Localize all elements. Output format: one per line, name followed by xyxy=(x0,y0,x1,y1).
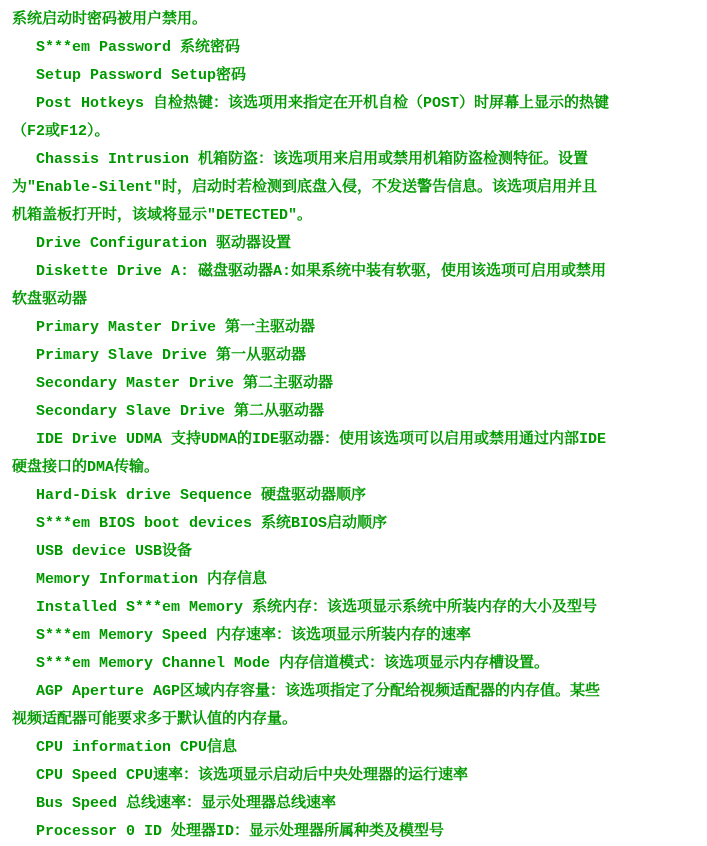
text-line: Primary Slave Drive 第一从驱动器 xyxy=(36,347,307,364)
text-line: 硬盘接口的DMA传输。 xyxy=(12,459,160,476)
text-line: （F2或F12）。 xyxy=(12,123,110,140)
text-line: AGP Aperture AGP区域内存容量：该选项指定了分配给视频适配器的内存值。某些 xyxy=(36,683,601,700)
text-line: Post Hotkeys 自检热键：该选项用来指定在开机自检（POST）时屏幕上显示的热键 xyxy=(36,95,610,112)
document-body xyxy=(12,6,704,846)
text-line: S***em Memory Channel Mode 内存信道模式：该选项显示内存槽设置。 xyxy=(36,655,550,672)
text-line: CPU Speed CPU速率：该选项显示启动后中央处理器的运行速率 xyxy=(36,767,469,784)
text-line: 系统启动时密码被用户禁用。 xyxy=(12,11,208,28)
text-line: Drive Configuration 驱动器设置 xyxy=(36,235,292,252)
text-line: Processor 0 ID 处理器ID：显示处理器所属种类及模型号 xyxy=(36,823,445,840)
text-line: 软盘驱动器 xyxy=(12,291,88,308)
text-line: Setup Password Setup密码 xyxy=(36,67,247,84)
text-line: S***em BIOS boot devices 系统BIOS启动顺序 xyxy=(36,515,388,532)
text-line: Hard-Disk drive Sequence 硬盘驱动器顺序 xyxy=(36,487,367,504)
text-line: 机箱盖板打开时，该域将显示"DETECTED"。 xyxy=(12,207,313,224)
text-line: Secondary Slave Drive 第二从驱动器 xyxy=(36,403,325,420)
text-line: USB device USB设备 xyxy=(36,543,193,560)
text-line: Bus Speed 总线速率：显示处理器总线速率 xyxy=(36,795,337,812)
text-line: Primary Master Drive 第一主驱动器 xyxy=(36,319,316,336)
text-line: 视频适配器可能要求多于默认值的内存量。 xyxy=(12,711,298,728)
text-line: S***em Memory Speed 内存速率：该选项显示所装内存的速率 xyxy=(36,627,472,644)
text-line: S***em Password 系统密码 xyxy=(36,39,241,56)
text-line: Installed S***em Memory 系统内存：该选项显示系统中所装内存的大小及型号 xyxy=(36,599,598,616)
text-line: IDE Drive UDMA 支持UDMA的IDE驱动器：使用该选项可以启用或禁用通过内部IDE xyxy=(36,431,607,448)
text-line: CPU information CPU信息 xyxy=(36,739,238,756)
text-line: 为"Enable-Silent"时，启动时若检测到底盘入侵，不发送警告信息。该选项启用并且 xyxy=(12,179,598,196)
text-line: Memory Information 内存信息 xyxy=(36,571,268,588)
text-line: Chassis Intrusion 机箱防盗：该选项用来启用或禁用机箱防盗检测特征。设置 xyxy=(36,151,589,168)
text-line: Secondary Master Drive 第二主驱动器 xyxy=(36,375,334,392)
text-line: Diskette Drive A: 磁盘驱动器A:如果系统中装有软驱，使用该选项可启用或禁用 xyxy=(36,263,607,280)
